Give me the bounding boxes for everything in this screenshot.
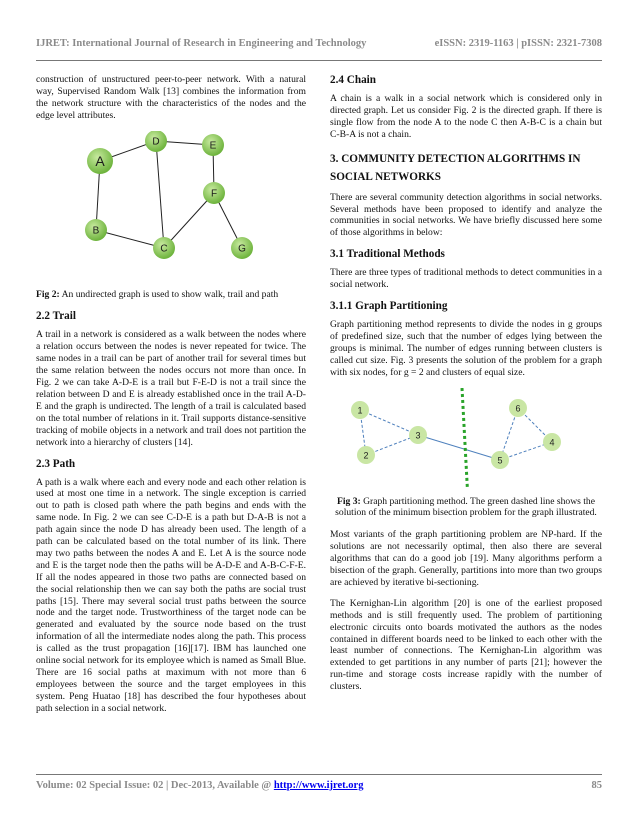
edge-1-3: [360, 410, 418, 435]
partition-graph: [330, 388, 602, 488]
traditional-methods-paragraph: There are three types of traditional methods to detect communities in a social network.: [330, 267, 602, 291]
graph-node-b: [85, 219, 107, 241]
graph-node-c: [153, 237, 175, 259]
graph-partitioning-paragraph: Graph partitioning method represents to divide the nodes in g groups of predefined size, such that the number of edges lying between the groups is minimal. The number of edges running between clusters is called cut size. Fig. 3 presents the solution of the problem for a graph with six nodes, for g = 2 and clusters of equal size.: [330, 319, 602, 378]
partition-node-3: [409, 426, 427, 444]
intro-paragraph: construction of unstructured peer-to-peer network. With a natural way, Supervised Random Walk [13] combines the information from the network structure with the characteristics of the nodes and the edge level attributes.: [36, 74, 306, 121]
svg-text:4: 4: [549, 437, 555, 448]
svg-text:C: C: [160, 243, 168, 255]
svg-text:1: 1: [357, 405, 363, 416]
svg-text:D: D: [152, 136, 160, 148]
graph-node-g: [231, 237, 253, 259]
cut-line: [462, 388, 468, 488]
trail-heading: 2.2 Trail: [36, 310, 76, 323]
partition-node-6: [509, 399, 527, 417]
svg-text:6: 6: [515, 403, 521, 414]
traditional-methods-heading: 3.1 Traditional Methods: [330, 248, 445, 261]
header-rule: [36, 60, 602, 61]
figure-2: [36, 131, 306, 285]
graph-partitioning-heading: 3.1.1 Graph Partitioning: [330, 300, 448, 313]
figure-3: [330, 388, 602, 492]
path-heading: 2.3 Path: [36, 457, 76, 470]
kernighan-lin-paragraph: The Kernighan-Lin algorithm [20] is one of the earliest proposed methods and is still frequently used. The problem of partitioning electronic circuits onto boards motivated the authors as the nodes contained in different boards need to be linked to each other with the least number of connections. The Kernighan-Lin algorithm was extended to get partitions in any number of parts [21]; however the run-time and storage costs increase rapidly with the number of clusters.: [330, 597, 602, 693]
variants-paragraph: Most variants of the graph partitioning problem are NP-hard. If the solutions are not necessarily optimal, then also there are several algorithms that can do a good job [19]. Many algorithms perform a bisection of the graph. Generally, partitions into more than two groups are achieved by iterative bi-sectioning.: [330, 529, 602, 588]
figure-2-caption: Fig 2: An undirected graph is used to show walk, trail and path: [36, 288, 279, 300]
right-column: [330, 74, 602, 702]
section-3-paragraph: There are several community detection algorithms in social networks. Several methods have been proposed to identify and analyze the communities in social networks. We have briefly discussed here some of those algorithms in below:: [330, 191, 602, 239]
left-column: [36, 74, 306, 724]
graph-node-f: [203, 182, 225, 204]
graph-node-d: [145, 131, 167, 152]
svg-text:F: F: [210, 188, 218, 200]
partition-node-4: [543, 433, 561, 451]
edge-d-c: [156, 141, 164, 248]
undirected-graph: [36, 131, 306, 281]
journal-name: IJRET: International Journal of Research in Engineering and Technology: [36, 38, 367, 49]
figure-3-caption: Fig 3: Graph partitioning method. The green dashed line shows the solution of the minimum bisection problem for the graph illustrated.: [335, 495, 597, 519]
path-paragraph: A path is a walk where each and every node and each other relation is used at most one time in a network. The single exception is carried out to path is closed path where the path begins and ends with the same node. In Fig. 2 we can see C-D-E is a path but D-A-B is not a path again since the node D has already been used. The length of a path can be calculated based on the total number of its link. There may two paths between the nodes A and E. Let A is the source node and E is the target node then the paths will be A-D-E and A-B-C-F-E. If all the nodes appeared in those two paths are connected based on the social relationship then we can say both the paths are social trust paths [15]. There may several social trust paths between the source node and the target node. Trustworthiness of the target node can be generated and evaluated by the source node based on the trust information of all the intermediate nodes along the path. This process is called as the trust propagation [16][17]. IBM has launched one online social network for its employee which is named as Small Blue. There are 16 social paths at maximum with not more than 6 employees between the source and the target employees in this system. Peng Huatao [18] has described the four hypotheses about path selection in a social network.: [36, 476, 306, 714]
svg-text:G: G: [238, 243, 246, 255]
svg-text:A: A: [95, 152, 105, 169]
footer-volume: Volume: 02 Special Issue: 02 | Dec-2013, Available @ http://www.ijret.org: [36, 780, 364, 791]
page-header: [36, 38, 602, 49]
issn: eISSN: 2319-1163 | pISSN: 2321-7308: [434, 38, 602, 49]
graph-node-e: [202, 134, 224, 156]
chain-paragraph: A chain is a walk in a social network which is considered only in directed graph. Let us consider Fig. 2 is the directed graph. If there is single flow from the node A to the node C then A-B-C is a chain but C-B-A is not a chain.: [330, 93, 602, 140]
partition-node-5: [491, 451, 509, 469]
svg-text:E: E: [209, 140, 217, 152]
svg-text:5: 5: [497, 455, 503, 466]
footer-rule: [36, 774, 602, 775]
graph-node-a: [87, 148, 113, 174]
svg-text:B: B: [92, 225, 100, 237]
edge-f-c: [164, 193, 214, 248]
chain-heading: 2.4 Chain: [330, 74, 377, 86]
partition-node-1: [351, 401, 369, 419]
trail-paragraph: A trail in a network is considered as a walk between the nodes where a relation occurs between the nodes is never repeated for twice. The same nodes in a trail can be part of another trail for several times but the same relation between the nodes occurs not more than once. In Fig. 2 we can take A-D-E is a trail but F-E-D is not a trail since the relation between D and E is already established once in the trail A-D-E and the graph is undirected. The length of a trail is calculated based on the total number of relations in it. Trail supports distance-sensitive tracking of mobile objects in a network and trail does not partition the network into a hierarchy of clusters [14].: [36, 329, 306, 448]
page-footer: [36, 780, 602, 791]
journal-link[interactable]: http://www.ijret.org: [273, 780, 364, 791]
page-number: 85: [591, 780, 602, 791]
edge-3-5: [418, 435, 500, 460]
section-3-heading: 3. COMMUNITY DETECTION ALGORITHMS IN SOCIAL NETWORKS: [330, 152, 581, 183]
partition-node-2: [357, 446, 375, 464]
svg-text:3: 3: [415, 430, 421, 441]
svg-text:2: 2: [363, 450, 369, 461]
